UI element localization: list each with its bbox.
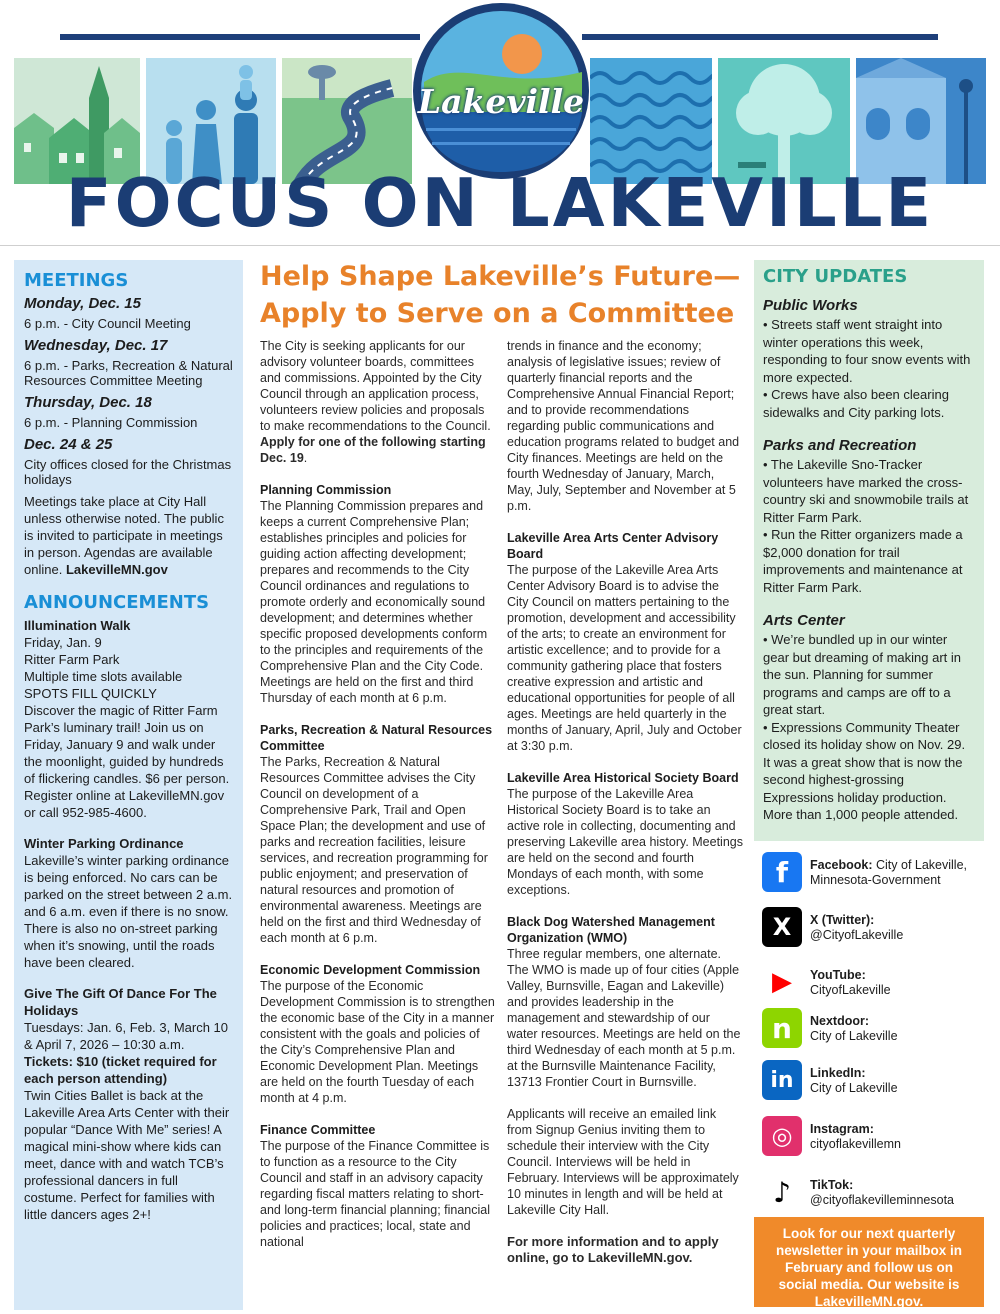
parks-title: Parks, Recreation & Natural Resources Committee <box>260 723 493 753</box>
meetings-heading: MEETINGS <box>24 270 129 291</box>
meeting-day: Monday, Dec. 15 <box>24 295 141 312</box>
edc-title: Economic Development Commission <box>260 963 481 977</box>
arts-title: Lakeville Area Arts Center Advisory Board <box>507 531 719 561</box>
feature-headline: Help Shape Lakeville’s Future—Apply to Serve on a Committee <box>260 261 741 329</box>
linkedin-icon: in <box>762 1060 802 1100</box>
parking-body: Lakeville’s winter parking ordinance is being enforced. No cars can be parked on the street between 2 a.m. and 6 a.m. even if there is no snow. There is also no on-street parking when it’s snowing, until the roads have been cleared. <box>24 853 233 970</box>
update-item: • Expressions Community Theater closed its holiday show on Nov. 29. It was a great show that is now the second highest-grossing Expressions holiday production. More than 1,000 people attended. <box>763 719 966 822</box>
logo-wordmark: Lakeville <box>417 82 585 121</box>
social-label: LinkedIn: <box>810 1066 866 1080</box>
illumination-place: Ritter Farm Park <box>24 652 120 667</box>
illumination-fill: SPOTS FILL QUICKLY <box>24 686 157 701</box>
social-handle: cityoflakevillemn <box>810 1137 902 1151</box>
arts-section <box>507 530 743 754</box>
meeting-event: 6 p.m. - City Council Meeting <box>24 316 191 331</box>
dance-tickets: Tickets: $10 (ticket required for each person attending) <box>24 1054 217 1086</box>
update-item: • Run the Ritter organizers made a $2,000 donation for trail improvements and maintenance at Ritter Farm Park. <box>763 527 963 595</box>
newsletter-title: FOCUS ON LAKEVILLE <box>65 164 935 242</box>
social-label: Nextdoor: <box>810 1014 870 1028</box>
wmo-title: Black Dog Watershed Management Organization (WMO) <box>507 915 715 945</box>
youtube-icon: ▶ <box>762 962 802 1002</box>
announcements-heading: ANNOUNCEMENTS <box>24 592 210 613</box>
applicants-note: Applicants will receive an emailed link from Signup Genius inviting them to schedule their interview with the City Council. Interviews will be held in February. Interviews will be approximately 10 minutes in length and will be held at Lakeville City Hall. <box>507 1107 739 1217</box>
social-label: X (Twitter): <box>810 913 875 927</box>
x-icon: X <box>762 907 802 947</box>
masthead-divider <box>0 245 1000 246</box>
parks-section <box>260 722 496 946</box>
historical-body: The purpose of the Lakeville Area Historical Society Board is to take an active role in collecting, documenting and preserving Lakeville area history. Meetings are held on the second and fourth Mondays of each month, with some exceptions. <box>507 787 743 897</box>
masthead <box>0 0 1000 255</box>
social-nextdoor[interactable] <box>762 1008 984 1054</box>
social-text <box>810 1122 986 1152</box>
feature-column-left <box>260 338 496 1266</box>
update-item: • Crews have also been clearing sidewalks and City parking lots. <box>763 387 949 420</box>
social-handle: City of Lakeville <box>810 1029 898 1043</box>
masthead-rule-right <box>582 34 938 40</box>
social-linkedin[interactable] <box>762 1060 984 1106</box>
social-tiktok[interactable] <box>762 1172 984 1218</box>
wmo-body: Three regular members, one alternate. The WMO is made up of four cities (Apple Valley, Burnsville, Eagan and Lakeville) and provides leadership in the management and stewardship of our water resources. Meetings are held on the third Wednesday of each month at 5 p.m. at the Burnsville Maintenance Facility, 13713 Frontier Court in Burnsville. <box>507 947 741 1089</box>
masthead-rule-left <box>60 34 420 40</box>
social-label: YouTube: <box>810 968 866 982</box>
historical-title: Lakeville Area Historical Society Board <box>507 771 739 785</box>
social-text <box>810 968 986 998</box>
meetings-note-text: Meetings take place at City Hall unless otherwise noted. The public is invited to participate in meetings in person. Agendas are available online. <box>24 494 224 577</box>
historical-section <box>507 770 743 898</box>
meeting-day: Thursday, Dec. 18 <box>24 394 152 411</box>
feature-intro-text: The City is seeking applicants for our advisory volunteer boards, committees and commissions. Appointed by the City Council through an application process, volunteers review policies and proposals to make recommendations to the Council. <box>260 339 491 433</box>
dance-body: Twin Cities Ballet is back at the Lakeville Area Arts Center with their popular “Dance With Me” series! A magical mini-show where kids can meet, dance with and watch TCB’s professional dancers in full costume. Perfect for families with little dancers ages 2+! <box>24 1088 230 1222</box>
meeting-event: 6 p.m. - Planning Commission <box>24 415 198 430</box>
update-item: • The Lakeville Sno-Tracker volunteers have marked the cross-country ski and snowmobile trails at Ritter Farm Park. <box>763 457 969 525</box>
finance-section <box>260 1122 496 1250</box>
illumination-title: Illumination Walk <box>24 618 131 633</box>
meeting-event: 6 p.m. - Parks, Recreation & Natural Resources Committee Meeting <box>24 358 233 388</box>
parks-body: The Parks, Recreation & Natural Resources Committee advises the City Council on development of a Comprehensive Park, Trail and Open Space Plan; the development and use of parks and recreation facilities, leisure services, and recreation programming for public enjoyment; and preservation of natural resources and promotion of environmental awareness. Meetings are held on the first and third Wednesday of each month at 6 p.m. <box>260 755 488 945</box>
social-handle: @cityoflakevilleminnesota <box>810 1193 955 1207</box>
update-item: • Streets staff went straight into winter operations this week, responding to four snow events with more expected. <box>763 317 971 385</box>
social-text <box>810 1178 986 1208</box>
social-text <box>810 913 986 943</box>
social-label: Facebook: <box>810 858 873 872</box>
parking-title: Winter Parking Ordinance <box>24 836 184 851</box>
dance-dates: Tuesdays: Jan. 6, Feb. 3, March 10 & April 7, 2026 – 10:30 a.m. <box>24 1020 229 1052</box>
finance-continued: trends in finance and the economy; analysis of legislative issues; review of quarterly financial reports and the Comprehensive Annual Financial Report; and to provide recommendations regarding public communications and education programs related to budget and City finances. Meetings are held on the fourth Wednesday of January, March, May, July, September and November at 5 p.m. <box>507 339 740 513</box>
social-text <box>810 1014 986 1044</box>
social-handle: @CityofLakeville <box>810 928 904 942</box>
nextdoor-icon: n <box>762 1008 802 1048</box>
social-youtube[interactable] <box>762 962 984 1008</box>
wmo-section <box>507 914 743 1090</box>
meetings-note <box>24 493 233 578</box>
illumination-date: Friday, Jan. 9 <box>24 635 102 650</box>
parks-rec-title: Parks and Recreation <box>763 437 917 454</box>
instagram-icon: ◎ <box>762 1116 802 1156</box>
dance-title: Give The Gift Of Dance For The Holidays <box>24 986 217 1018</box>
social-label: Instagram: <box>810 1122 874 1136</box>
social-instagram[interactable] <box>762 1116 984 1162</box>
illumination-body: Discover the magic of Ritter Farm Park’s luminary trail! Join us on Friday, January 9 and walk under the moonlight, guided by hundreds of flickering candles. $6 per person. Register online at LakevilleMN.gov or call 952-985-4600. <box>24 703 230 820</box>
feature-column-right <box>507 338 743 1282</box>
facebook-icon: f <box>762 852 802 892</box>
social-text <box>810 1066 986 1096</box>
social-facebook[interactable] <box>762 852 984 898</box>
social-handle: City of Lakeville, Minnesota-Government <box>810 858 968 887</box>
arts-center-title: Arts Center <box>763 612 845 629</box>
update-item: • We’re bundled up in our winter gear but dreaming of making art in the sun. Planning for summer programs and camps are off to a great start. <box>763 632 961 717</box>
meeting-event: City offices closed for the Christmas holidays <box>24 457 232 487</box>
finance-title: Finance Committee <box>260 1123 376 1137</box>
arts-body: The purpose of the Lakeville Area Arts Center Advisory Board is to advise the City Council on matters pertaining to the promotion, development and accessibility of the arts; to create an environment for artistic excellence; and to provide for a community gathering place that fosters creative expression and artistic and educational opportunities for people of all ages. Meetings are held quarterly in the months of January, April, July and October at 3:30 p.m. <box>507 563 742 753</box>
social-x[interactable] <box>762 907 984 953</box>
feature-intro-bold: Apply for one of the following starting Dec. 19 <box>260 435 486 465</box>
planning-body: The Planning Commission prepares and keeps a current Comprehensive Plan; establishes principles and policies for guiding action affecting development; prepares and recommends to the City Council ordinances and regulations to promote orderly and economically sound development; and determines whether specific proposed developments conform to the principles and requirements of the Comprehensive Plan and the City Code. Meetings are held on the first and third Thursday of each month at 6 p.m. <box>260 499 488 705</box>
footer-callout: Look for our next quarterly newsletter in your mailbox in February and follow us on social media. Our website is LakevilleMN.gov. <box>754 1217 984 1307</box>
edc-section <box>260 962 496 1106</box>
edc-body: The purpose of the Economic Development Commission is to strengthen the economic base of the City in a manner consistent with the goals and policies of the City’s Comprehensive Plan and Economic Development Plan. Meetings are held on the fourth Tuesday of each month at 4 p.m. <box>260 979 495 1105</box>
finance-body: The purpose of the Finance Committee is to function as a resource to the City Council and staff in an advisory capacity regarding fiscal matters relating to short- and long-term financial planning; financial policies and practices; local, state and national <box>260 1139 491 1249</box>
social-handle: City of Lakeville <box>810 1081 898 1095</box>
updates-heading: CITY UPDATES <box>763 266 908 287</box>
city-updates-panel <box>754 260 984 841</box>
planning-title: Planning Commission <box>260 483 392 497</box>
illumination-slots: Multiple time slots available <box>24 669 183 684</box>
social-label: TikTok: <box>810 1178 854 1192</box>
meeting-day: Wednesday, Dec. 17 <box>24 337 168 354</box>
public-works-title: Public Works <box>763 297 858 314</box>
left-sidebar <box>14 260 243 1310</box>
planning-section <box>260 482 496 706</box>
tiktok-icon: ♪ <box>762 1172 802 1212</box>
social-text <box>810 858 986 888</box>
meeting-day: Dec. 24 & 25 <box>24 436 113 453</box>
meetings-website-link[interactable]: LakevilleMN.gov <box>65 562 168 577</box>
apply-link[interactable]: For more information and to apply online, go to LakevilleMN.gov. <box>507 1234 719 1265</box>
feature-intro: The City is seeking applicants for our advisory volunteer boards, committees and commissions. Appointed by the City Council through an application process, volunteers review policies and proposals to make recommendations to the Council. Apply for one of the following starting Dec. 19. <box>260 339 491 465</box>
social-handle: CityofLakeville <box>810 983 891 997</box>
